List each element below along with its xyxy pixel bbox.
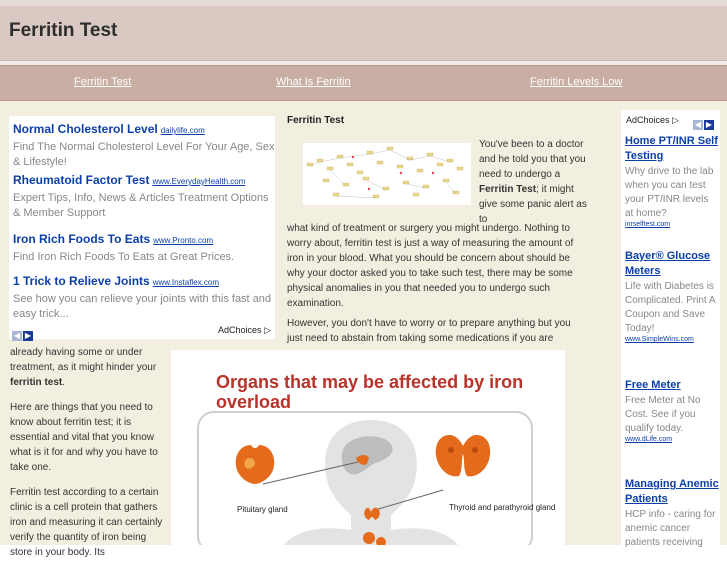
site-header <box>0 6 727 61</box>
organs-illustration-icon <box>171 350 565 545</box>
ad-url[interactable]: inrselftest.com <box>625 221 671 228</box>
ad-title[interactable]: Rheumatoid Factor Test <box>13 173 150 187</box>
article-paragraph-1-rest: what kind of treatment or surgery you might undergo. Nothing to worry about, ferritin test is just a way of measuring the amount of iron in your blood. What you should be concern about should be why your doctor asked you to take such test, there may be some physical anomalies in you that needed you to undergo such examination. <box>287 223 574 309</box>
ad-description: Life with Diabetes is Complicated. Print A Coupon and Save Today! <box>625 281 716 334</box>
left-ad-2[interactable] <box>13 171 275 221</box>
ad-url[interactable]: www.SimpleWins.com <box>625 336 694 343</box>
left-paragraph-2: Here are things that you need to know about ferritin test; it is essential and vital that you know what is it for and why you have to take one. <box>10 402 158 473</box>
article-paragraph-1-start: You've been to a doctor and he told you that you need to undergo a Ferritin Test; it might give some panic alert as to <box>479 139 587 225</box>
ferritin-test-bold: ferritin test <box>10 377 63 388</box>
site-title[interactable]: Ferritin Test <box>9 20 118 41</box>
left-ad-block <box>9 116 275 339</box>
left-paragraph-3: Ferritin test according to a certain clinic is a cell protein that gathers iron and measuring it can certainly verify the quantity of iron being store in your body. Its <box>10 487 163 558</box>
adchoices-icon: ▷ <box>672 115 679 125</box>
nav-ferritin-levels-low[interactable]: Ferritin Levels Low <box>530 76 623 88</box>
ad-url[interactable]: dailylife.com <box>160 126 205 135</box>
adchoices-icon: ▷ <box>264 325 271 335</box>
ad-description: Free Meter at No Cost. See if you qualify today. <box>625 395 701 434</box>
ad-title[interactable]: Bayer® Glucose Meters <box>625 250 711 277</box>
right-ad-2[interactable] <box>625 249 719 343</box>
article-title: Ferritin Test <box>287 115 345 126</box>
right-ad-4[interactable] <box>625 477 719 550</box>
ad-url[interactable]: www.Pronto.com <box>153 236 214 245</box>
right-ad-1[interactable] <box>625 134 719 228</box>
ad-title[interactable]: Free Meter <box>625 379 681 391</box>
ad-url[interactable]: www.dLife.com <box>625 436 673 443</box>
article-left-column <box>10 345 166 570</box>
ad-description: HCP info - caring for anemic cancer patients receiving <box>625 509 716 548</box>
next-arrow-icon[interactable]: ▶ <box>24 331 32 340</box>
ad-url[interactable]: www.EverydayHealth.com <box>152 177 246 186</box>
pituitary-label: Pituitary gland <box>237 505 288 514</box>
left-ad-1[interactable] <box>13 120 275 170</box>
ad-title[interactable]: Normal Cholesterol Level <box>13 122 158 136</box>
left-paragraph-1: already having some or under treatment, as it might hinder your ferritin test. <box>10 347 157 388</box>
main-nav <box>0 65 727 101</box>
next-arrow-icon[interactable]: ▶ <box>705 120 713 129</box>
iron-overload-figure <box>171 350 565 545</box>
ad-title[interactable]: Managing Anemic Patients <box>625 478 719 505</box>
right-ad-3[interactable] <box>625 378 719 443</box>
ad-pager <box>12 325 34 343</box>
left-ad-4[interactable] <box>13 272 275 322</box>
nav-ferritin-test[interactable]: Ferritin Test <box>74 76 132 88</box>
article-thumbnail[interactable] <box>303 143 471 205</box>
ad-title[interactable]: Iron Rich Foods To Eats <box>13 232 151 246</box>
ad-description: See how you can relieve your joints with this fast and easy trick... <box>13 293 272 320</box>
ad-url[interactable]: www.Instaflex.com <box>152 278 219 287</box>
thyroid-label: Thyroid and parathyroid gland <box>449 503 556 512</box>
right-ad-column <box>621 110 720 548</box>
adchoices-link[interactable]: AdChoices ▷ <box>218 325 271 335</box>
nav-what-is-ferritin[interactable]: What Is Ferritin <box>276 76 351 88</box>
ad-description: Find Iron Rich Foods To Eats at Great Prices. <box>13 251 235 263</box>
ad-description: Why drive to the lab when you can test your PT/INR levels at home? <box>625 166 714 219</box>
ad-title[interactable]: 1 Trick to Relieve Joints <box>13 274 150 288</box>
ad-title[interactable]: Home PT/INR Self Testing <box>625 135 718 162</box>
ad-description: Find The Normal Cholesterol Level For Your Age, Sex & Lifestyle! <box>13 141 275 168</box>
right-ad-pager <box>693 114 715 132</box>
ad-description: Expert Tips, Info, News & Articles Treatment Options & Member Support <box>13 192 269 219</box>
prev-arrow-icon[interactable]: ◀ <box>694 120 702 129</box>
diagram-thumbnail-icon <box>303 143 471 205</box>
right-adchoices-link[interactable]: AdChoices ▷ <box>626 115 679 125</box>
prev-arrow-icon[interactable]: ◀ <box>13 331 21 340</box>
ferritin-test-bold: Ferritin Test <box>479 184 537 195</box>
figure-title: Organs that may be affected by iron overload <box>216 372 524 412</box>
left-ad-3[interactable] <box>13 230 234 265</box>
article-paragraph-2: However, you don't have to worry or to prepare anything but you just need to abstain from taking some medications if you are <box>287 318 571 344</box>
